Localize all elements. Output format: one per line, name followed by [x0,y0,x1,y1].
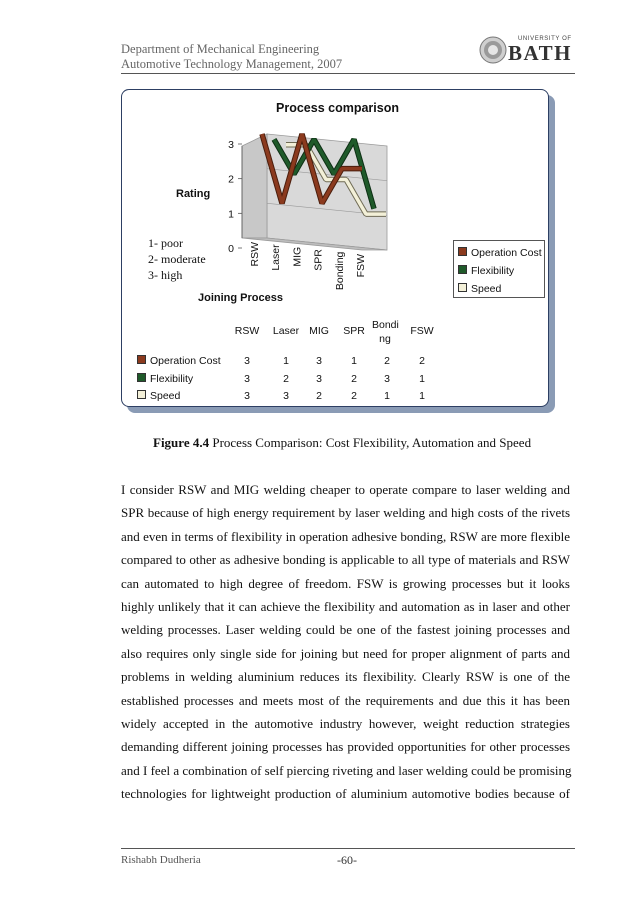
table-row-label [137,355,221,367]
legend-entry [458,283,501,295]
table-cell: 3 [384,373,390,385]
logo-small-text: UNIVERSITY OF [518,36,572,42]
table-header-cell: Laser [272,325,300,337]
table-cell: 2 [419,355,425,367]
table-cell: 3 [316,373,322,385]
table-cell: 1 [419,390,425,402]
body-line: highly unlikely that it can achieve the flexibility and automation as in laser and other [121,599,570,615]
table-cell: 2 [351,373,357,385]
table-cell: 2 [351,390,357,402]
scale-legend-item: 2- moderate [148,252,206,266]
legend-swatch [458,283,467,292]
legend-label: Flexibility [471,265,515,277]
y-tick-label: 3 [228,139,234,151]
legend-entry [458,265,514,277]
table-cell: 2 [283,373,289,385]
x-tick-label: FSW [355,254,367,278]
table-cell: 1 [351,355,357,367]
body-line: technologies for lightweight production of aluminium automotive bodies because of [121,786,570,802]
logo-big-text: BATH [508,41,572,65]
x-tick-label: Laser [270,244,283,271]
series-name: Speed [150,390,181,402]
chart-legend [453,240,545,298]
y-tick-label: 2 [228,173,234,186]
table-cell: 3 [244,355,250,367]
table-cell: 1 [384,390,390,402]
legend-swatch [137,390,146,399]
table-cell: 2 [384,355,390,367]
legend-entry [458,247,542,259]
table-header-cell: MIG [309,325,329,337]
body-line: established processes and meets most of the requirements and due this it has been [121,692,570,708]
legend-swatch [458,265,467,274]
x-tick-label: Bonding [333,251,346,291]
legend-label: Speed [471,283,502,295]
table-cell: 3 [244,373,250,385]
series-name: Operation Cost [150,355,221,367]
body-paragraph [121,478,570,806]
y-tick-label: 0 [228,243,234,255]
chart-title: Process comparison [276,101,399,115]
body-line: I consider RSW and MIG welding cheaper to operate compare to laser welding and [121,482,570,497]
y-axis-title: Rating [176,188,211,200]
legend-label: Operation Cost [471,247,542,259]
x-axis-title: Joining Process [198,292,283,304]
table-cell: 3 [283,390,289,402]
x-tick-label: MIG [291,246,304,267]
plot-side-wall [242,134,267,238]
x-tick-label: SPR [312,249,325,271]
series-name: Flexibility [150,373,194,385]
figure-caption [153,435,531,451]
figure-caption-text: Process Comparison: Cost Flexibility, Automation and Speed [209,435,532,450]
scale-legend-item: 1- poor [148,236,183,250]
body-line: SPR because of high energy requirement by laser welding and high costs of the rivets [121,505,570,521]
table-header-cell: SPR [343,325,365,337]
body-line: and even in terms of flexibility in operation adhesive bonding, RSW are more flexible [121,528,570,544]
legend-swatch [458,247,467,256]
body-line: and I feel a combination of self piercing riveting and laser welding could be promising [121,762,572,778]
table-header-cell: FSW [410,325,434,337]
body-line: widely accepted in the automotive industry however, weight reduction strategies [121,716,570,732]
footer-author: Rishabh Dudheria [121,854,201,866]
table-cell: 1 [419,373,425,385]
body-line: problems in welding aluminium reduces its flexibility. Clearly RSW is one of the [121,669,570,685]
legend-swatch [137,355,146,364]
body-line: welding processes. Laser welding could be one of the fastest joining processes and [121,622,570,638]
footer-page-number: -60- [337,853,357,867]
y-tick-label: 1 [228,208,234,221]
header-programme: Automotive Technology Management, 2007 [121,57,343,71]
footer-rule [121,848,575,849]
table-cell: 3 [244,390,250,402]
body-line: demanding different joining processes has provided opportunities for other processes [121,739,570,755]
table-row-label [137,373,193,385]
body-line: compared to other as adhesive bonding is applicable to all type of materials and RSW [121,552,570,568]
body-line: can automated to high degree of freedom. FSW is growing processes but it looks [121,575,570,591]
x-tick-label: RSW [249,242,261,267]
table-cell: 3 [316,355,322,367]
table-row-label [137,390,180,402]
figure-label: Figure 4.4 [153,435,210,450]
table-cell: 2 [316,390,322,402]
table-header-cell: RSW [234,325,260,337]
legend-swatch [137,373,146,382]
table-header-cell: Bondi ng [372,319,399,345]
header-department: Department of Mechanical Engineering [121,42,320,56]
body-line: also requires only single side for joining but need for proper alignment of parts and [121,645,570,661]
table-cell: 1 [283,355,289,367]
scale-legend-item: 3- high [148,268,183,282]
